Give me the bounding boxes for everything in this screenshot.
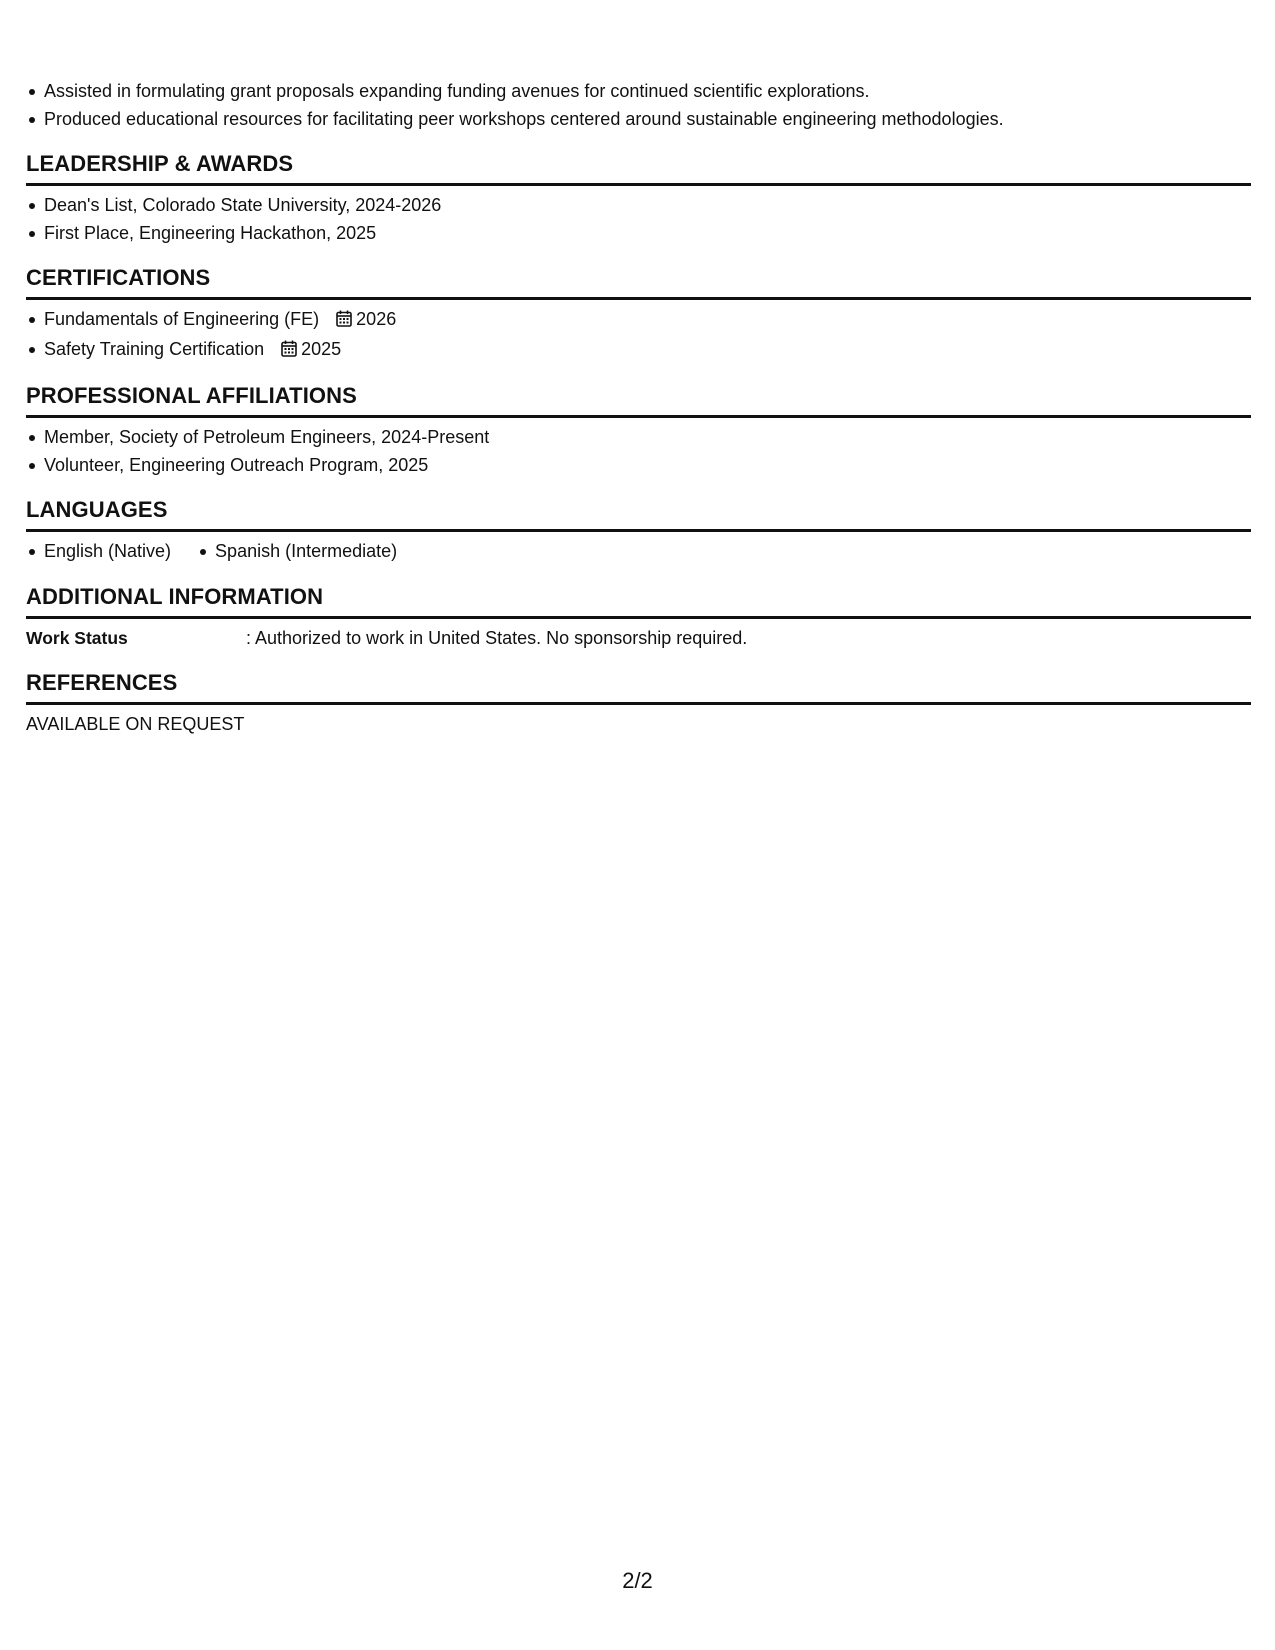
section-title: ADDITIONAL INFORMATION (26, 583, 324, 609)
list-item: Member, Society of Petroleum Engineers, 2024-Present (26, 424, 1251, 452)
languages-list (26, 538, 1251, 566)
section-title: REFERENCES (26, 669, 178, 695)
section-divider (26, 529, 1251, 532)
list-item (26, 306, 1251, 336)
experience-continued-list (26, 78, 1251, 133)
section-divider (26, 183, 1251, 186)
list-item: Volunteer, Engineering Outreach Program, 2025 (26, 452, 1251, 480)
certification-name: Fundamentals of Engineering (FE) (44, 309, 320, 329)
section-divider (26, 415, 1251, 418)
calendar-icon (336, 308, 352, 336)
info-value: : Authorized to work in United States. No sponsorship required. (246, 627, 748, 648)
list-item: First Place, Engineering Hackathon, 2025 (26, 220, 1251, 248)
info-key: Work Status (26, 627, 128, 648)
section-title: LEADERSHIP & AWARDS (26, 151, 294, 176)
affiliations-section (26, 381, 1251, 479)
section-divider (26, 297, 1251, 300)
list-item: English (Native) (26, 538, 171, 566)
calendar-icon (281, 338, 297, 366)
list-item: Assisted in formulating grant proposals expanding funding avenues for continued scientific explorations. (26, 78, 1251, 106)
leadership-list (26, 192, 1251, 247)
references-section (26, 668, 1251, 738)
resume-page (26, 78, 1251, 738)
section-divider (26, 616, 1251, 619)
list-item: Dean's List, Colorado State University, 2024-2026 (26, 192, 1251, 220)
certifications-section (26, 263, 1251, 365)
certifications-list (26, 306, 1251, 365)
certification-year: 2026 (356, 309, 397, 329)
section-title: PROFESSIONAL AFFILIATIONS (26, 383, 357, 408)
list-item: Produced educational resources for facilitating peer workshops centered around sustainable engineering methodologies. (26, 106, 1251, 134)
list-item (26, 336, 1251, 366)
section-divider (26, 702, 1251, 705)
additional-info-section (26, 582, 1251, 652)
affiliations-list (26, 424, 1251, 479)
page-number: 2/2 (622, 1568, 653, 1593)
leadership-section (26, 149, 1251, 247)
section-title: LANGUAGES (26, 497, 168, 522)
references-text: AVAILABLE ON REQUEST (26, 713, 245, 734)
certification-year: 2025 (301, 338, 342, 359)
info-row (26, 625, 1251, 652)
languages-section (26, 495, 1251, 566)
list-item: Spanish (Intermediate) (197, 538, 397, 566)
certification-name: Safety Training Certification (44, 338, 265, 359)
section-title: CERTIFICATIONS (26, 265, 211, 290)
